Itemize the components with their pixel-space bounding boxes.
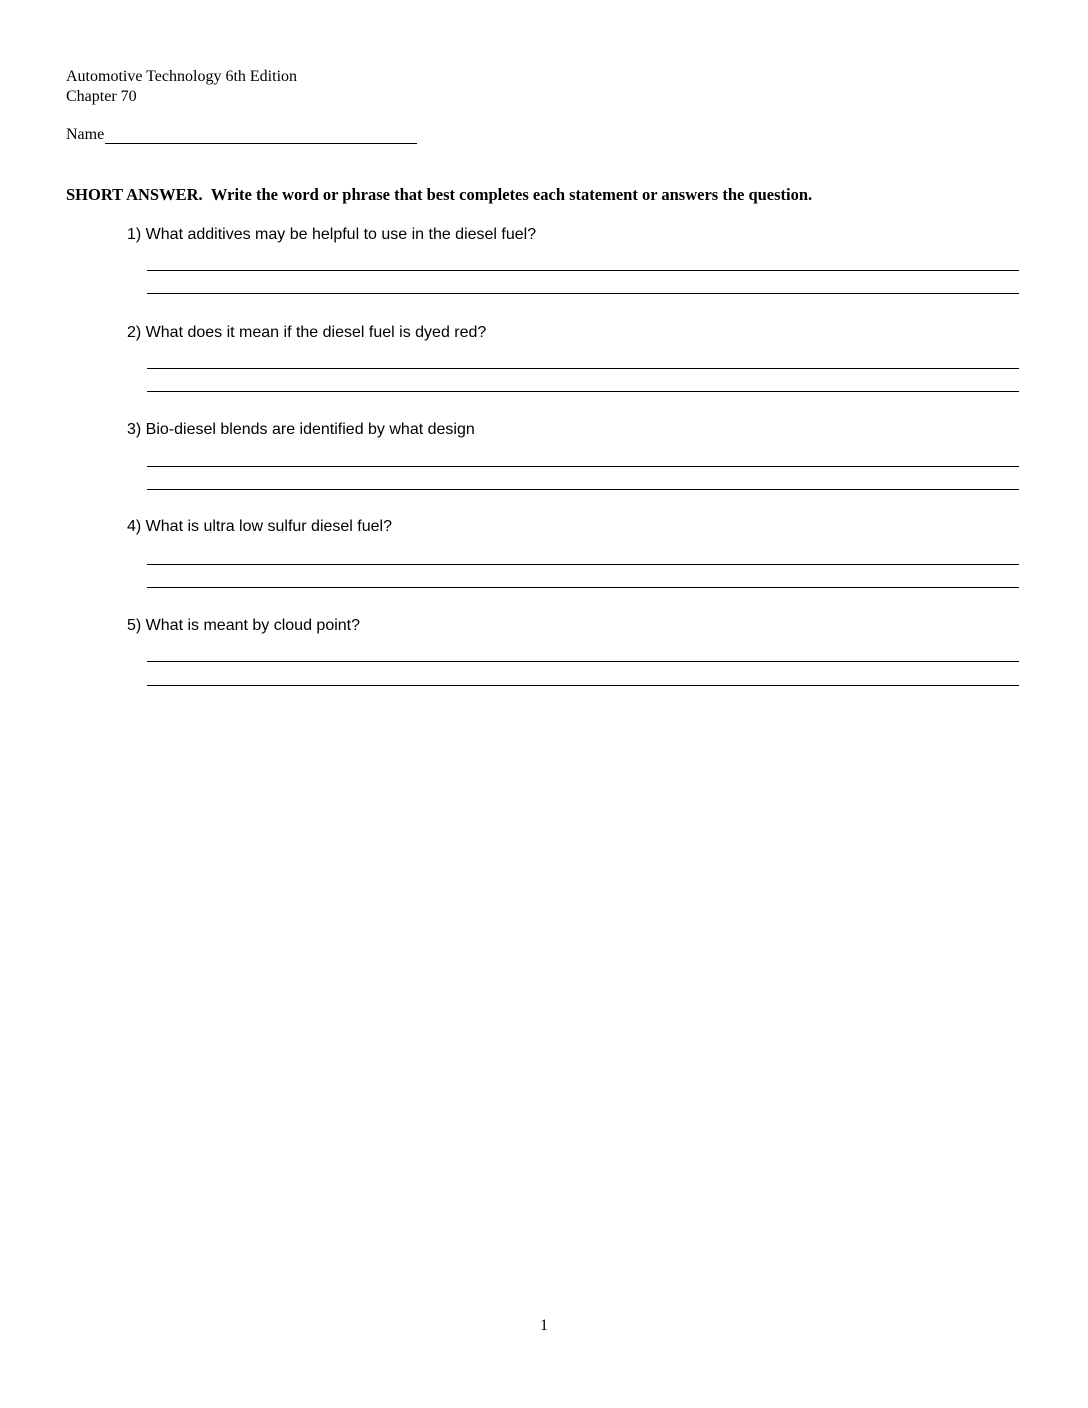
book-title: Automotive Technology 6th Edition — [66, 68, 298, 85]
answer-line[interactable] — [147, 368, 1019, 369]
answer-line[interactable] — [147, 293, 1019, 294]
answer-line[interactable] — [147, 270, 1019, 271]
instructions-text: Write the word or phrase that best completes each statement or answers the question. — [210, 185, 813, 204]
answer-line[interactable] — [147, 685, 1019, 686]
page-number: 1 — [540, 1317, 548, 1334]
question-text: 5) What is meant by cloud point? — [127, 617, 361, 634]
question-4 — [127, 517, 1019, 537]
question-2 — [127, 323, 1019, 343]
chapter-label: Chapter 70 — [66, 88, 137, 105]
instructions — [66, 185, 812, 205]
question-text: 4) What is ultra low sulfur diesel fuel? — [127, 518, 392, 535]
answer-line[interactable] — [147, 489, 1019, 490]
name-field-row — [66, 125, 417, 144]
answer-line[interactable] — [147, 564, 1019, 565]
answer-line[interactable] — [147, 391, 1019, 392]
question-text: 2) What does it mean if the diesel fuel is dyed red? — [127, 324, 487, 341]
answer-line[interactable] — [147, 466, 1019, 467]
question-5 — [127, 616, 1019, 636]
answer-line[interactable] — [147, 661, 1019, 662]
answer-line[interactable] — [147, 587, 1019, 588]
name-label: Name — [66, 126, 105, 143]
section-heading: SHORT ANSWER. — [66, 185, 203, 204]
name-blank-line[interactable] — [105, 125, 417, 144]
question-3 — [127, 420, 1019, 440]
question-text: 3) Bio-diesel blends are identified by what design — [127, 421, 475, 438]
question-1 — [127, 225, 1019, 245]
question-text: 1) What additives may be helpful to use in the diesel fuel? — [127, 226, 537, 243]
